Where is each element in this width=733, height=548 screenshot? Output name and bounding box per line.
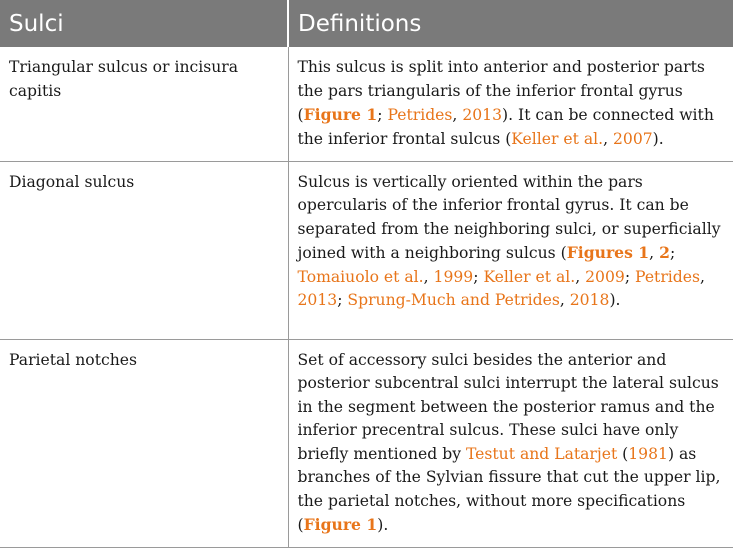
table-body <box>0 47 733 547</box>
table-row <box>0 339 733 547</box>
table-row <box>0 161 733 339</box>
figure-link[interactable]: Figures 1 <box>566 243 650 262</box>
header-sulci: Sulci <box>0 0 288 47</box>
header-row <box>0 0 733 47</box>
table-row <box>0 47 733 161</box>
citation-link[interactable]: Sprung-Much and Petrides <box>347 291 560 309</box>
citation-link[interactable]: Petrides <box>387 106 453 124</box>
figure-link[interactable]: 2 <box>659 243 670 262</box>
definition-cell: Set of accessory sulci besides the anterior and posterior subcentral sulci interrupt the lateral sulcus in the segment between the posterior ramus and the inferior precentral sulcus. These sulci have only briefly mentioned by Testut and Latarjet (1981) as branches of the Sylvian fissure that cut the upper lip, the parietal notches, without more specifications (Figure 1). <box>288 339 733 547</box>
citation-link[interactable]: 2013 <box>462 106 503 124</box>
citation-link[interactable]: Petrides <box>635 267 700 286</box>
definition-cell: This sulcus is split into anterior and posterior parts the pars triangularis of the inferior frontal gyrus (Figure 1; Petrides, 2013). It can be connected with the inferior frontal sulcus (Keller et al., 2007). <box>288 47 733 161</box>
figure-link[interactable]: Figure 1 <box>303 515 378 534</box>
sulcus-name-cell: Diagonal sulcus <box>0 161 288 339</box>
citation-link[interactable]: 2013 <box>297 291 338 309</box>
citation-link[interactable]: 2007 <box>612 129 653 148</box>
sulcus-name-cell: Triangular sulcus or incisura capitis <box>0 47 288 161</box>
sulcus-name-cell: Parietal notches <box>0 339 288 547</box>
table-header <box>0 0 733 47</box>
citation-link[interactable]: Tomaiuolo et al. <box>297 267 424 286</box>
citation-link[interactable]: 1999 <box>433 267 474 286</box>
figure-link[interactable]: Figure 1 <box>303 105 378 124</box>
citation-link[interactable]: Keller et al. <box>511 129 604 148</box>
citation-link[interactable]: 1981 <box>628 444 668 463</box>
header-definitions: Definitions <box>288 0 733 47</box>
citation-link[interactable]: 2009 <box>585 267 625 286</box>
citation-link[interactable]: Keller et al. <box>483 267 576 286</box>
definition-cell: Sulcus is vertically oriented within the pars opercularis of the inferior frontal gyrus. It can be separated from the neighboring sulci, or superficially joined with a neighboring sulcus (Figures 1, 2; Tomaiuolo et al., 1999; Keller et al., 2009; Petrides, 2013; Sprung-Much and Petrides, 2018). <box>288 161 733 339</box>
citation-link[interactable]: Testut and Latarjet <box>465 444 618 463</box>
citation-link[interactable]: 2018 <box>569 291 610 309</box>
